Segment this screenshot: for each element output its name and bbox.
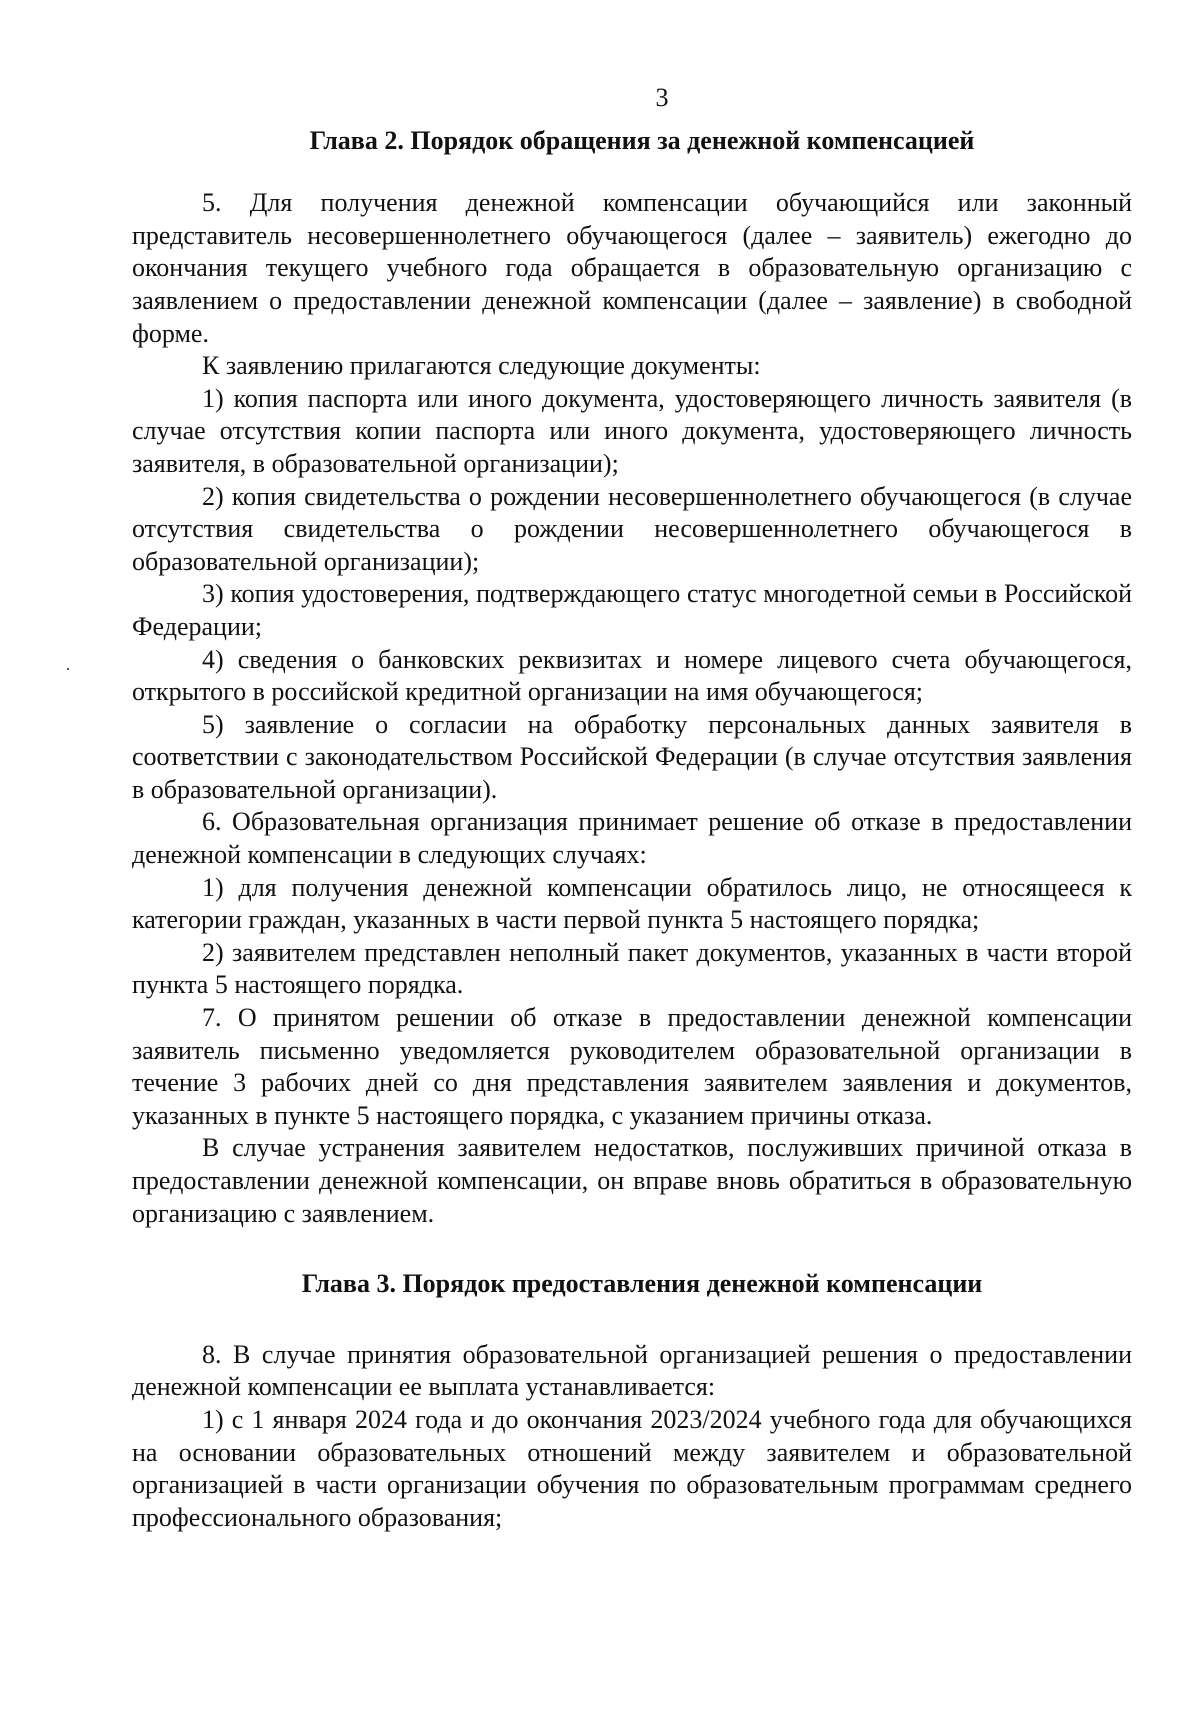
paragraph-7: 7. О принятом решении об отказе в предоставлении денежной компенсации заявитель письменно уведомляется руководителем образовательной организации в течение 3 рабочих дней со дня представления заявителем заявления и документов, указанных в пункте 5 настоящего порядка, с указанием причины отказа.: [132, 1003, 1132, 1130]
chapter-3-title: Глава 3. Порядок предоставления денежной компенсации: [301, 1269, 983, 1299]
list-item-5: 5) заявление о согласии на обработку персональных данных заявителя в соответствии с законодательством Российской Федерации (в случае отсутствия заявления в образовательной организации).: [132, 709, 1132, 804]
page-number: 3: [655, 83, 669, 112]
payment-item-1: 1) с 1 января 2024 года и до окончания 2023/2024 учебного года для обучающихся на основании образовательных отношений между заявителем и образовательной организацией в части организации обучения по образовательным программам среднего профессионального образования;: [132, 1404, 1132, 1532]
refusal-case-1: 1) для получения денежной компенсации обратилось лицо, не относящееся к категории граждан, указанных в части первой пункта 5 настоящего порядка;: [132, 872, 1132, 935]
chapter-2-body: [132, 187, 1132, 1230]
scan-speck: [67, 668, 69, 670]
refusal-case-2: 2) заявителем представлен неполный пакет документов, указанных в части второй пункта 5 настоящего порядка.: [132, 937, 1132, 1000]
paragraph-5: 5. Для получения денежной компенсации обучающийся или законный представитель несовершеннолетнего обучающегося (далее – заявитель) ежегодно до окончания текущего учебного года обращается в образовательную организацию с заявлением о предоставлении денежной компенсации (далее – заявление) в свободной форме.: [132, 188, 1132, 348]
chapter-2-title: Глава 2. Порядок обращения за денежной компенсацией: [309, 125, 975, 155]
list-item-4: 4) сведения о банковских реквизитах и номере лицевого счета обучающегося, открытого в российской кредитной организации на имя обучающегося;: [132, 644, 1132, 707]
paragraph-8: 8. В случае принятия образовательной организацией решения о предоставлении денежной компенсации ее выплата устанавливается:: [132, 1339, 1132, 1402]
chapter-3-body: [132, 1339, 1132, 1535]
list-item-1: 1) копия паспорта или иного документа, удостоверяющего личность заявителя (в случае отсутствия копии паспорта или иного документа, удостоверяющего личность заявителя, в образовательной организации);: [132, 383, 1132, 478]
paragraph-attachments-intro: К заявлению прилагаются следующие документы:: [202, 351, 761, 381]
list-item-3: 3) копия удостоверения, подтверждающего статус многодетной семьи в Российской Федерации;: [132, 579, 1132, 641]
list-item-2: 2) копия свидетельства о рождении несовершеннолетнего обучающегося (в случае отсутствия свидетельства о рождении несовершеннолетнего обучающегося в образовательной организации);: [132, 481, 1132, 576]
paragraph-6: 6. Образовательная организация принимает решение об отказе в предоставлении денежной компенсации в следующих случаях:: [132, 807, 1132, 870]
paragraph-reapply: В случае устранения заявителем недостатков, послуживших причиной отказа в предоставлении денежной компенсации, он вправе вновь обратиться в образовательную организацию с заявлением.: [132, 1133, 1132, 1228]
